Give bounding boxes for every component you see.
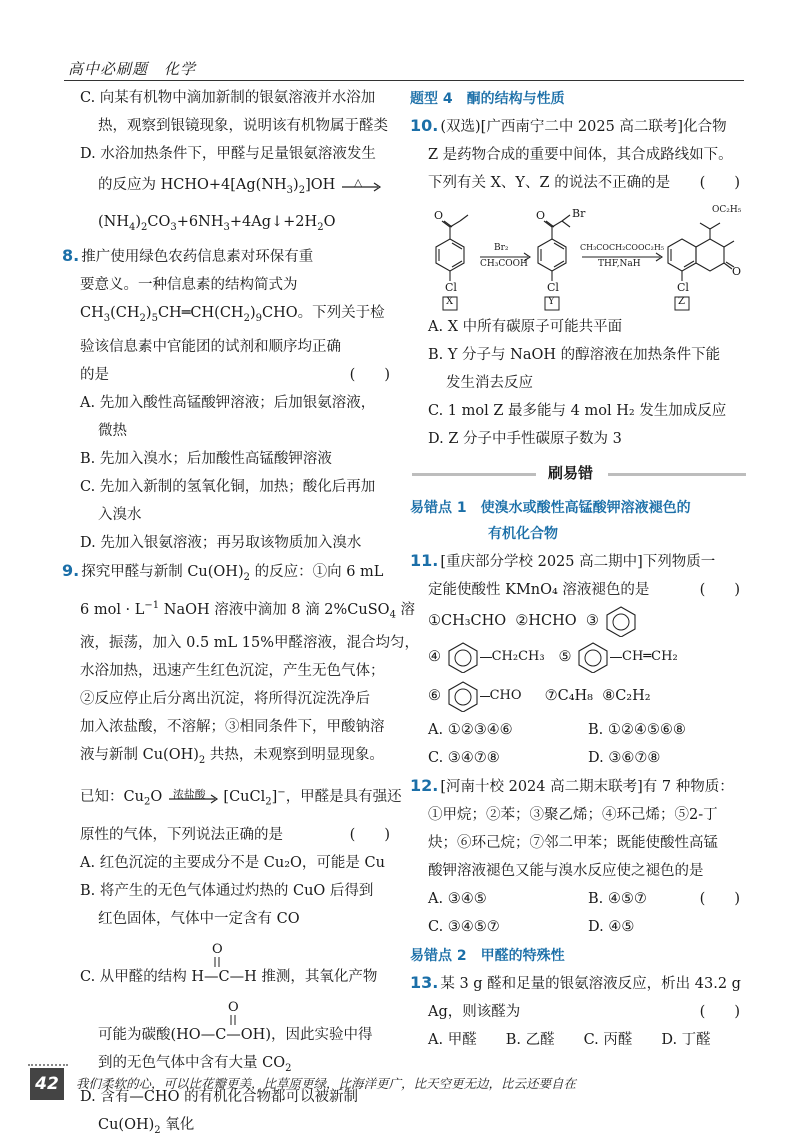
q10-option-c: C. 1 mol Z 最多能与 4 mol H₂ 发生加成反应 [428,403,727,419]
q9-option-b-line2: 红色固体，气体中一定含有 CO [98,910,300,927]
answer-bracket: ( ) [699,175,740,191]
q13-options: A. 甲醛 B. 乙醛 C. 丙醛 D. 丁醛 [428,1032,711,1048]
q8-line5: 的是 ( ) [62,361,400,389]
q10-number: 10. [410,116,439,135]
label-y: Y [548,296,555,307]
reagent-1-top: Br₂ [494,243,509,253]
left-column [62,84,419,1145]
answer-bracket: ( ) [349,366,390,383]
reagent-2-top: CH₃COCH₂COOC₂H₅ [580,243,665,252]
q8-number: 8. [62,245,80,265]
q9-number: 9. [62,560,80,580]
heat-arrow: △ [340,178,382,192]
answer-bracket: ( ) [699,1004,740,1020]
q7-option-c-line2: 热，观察到银镜现象，说明该有机物属于醛类 [98,118,388,134]
q9-option-c-line3: 到的无色气体中含有大量 $CO_2$ [98,1054,292,1074]
q11-options-row2: ④ CH₂CH₃ ⑤ CH═CH₂ [410,638,750,676]
q8-option-a-line1: A. 先加入酸性高锰酸钾溶液；后加银氨溶液， [80,394,376,411]
q11-number: 11. [410,551,439,570]
q11-line2: 定能使酸性 KMnO₄ 溶液褪色的是 ( ) [410,576,750,604]
q10-option-a: A. X 中所有碳原子可能共平面 [428,319,623,335]
error-point-2-heading: 易错点 2 甲醛的特殊性 [410,948,565,964]
q12-line3: 炔；⑥环己烷；⑦邻二甲苯；既能使酸性高锰 [428,835,718,851]
q8-option-b: B. 先加入溴水；后加酸性高锰酸钾溶液 [80,450,332,467]
q11-line1: 11. [重庆部分学校 2025 高二期中]下列物质一 [410,551,716,570]
scheme-x-cl: Cl [445,281,457,294]
q12-number: 12. [410,776,439,795]
q9-line6: 加入浓盐酸，不溶解；③相同条件下，甲酸钠溶 [80,719,385,736]
q8-line3: $CH_3(CH_2)_5CH═CH(CH_2)_9CHO$。下列关于检 [80,304,385,324]
q12-answers-cd: C. ③④⑤⑦ D. ④⑤ [428,919,635,935]
benzaldehyde-ring-icon [446,680,480,712]
q7-option-d-equation: 的反应为 $HCHO+4[Ag(NH_3)_2]OH$ △ [62,168,400,208]
scheme-y-o: O [536,209,546,222]
error-point-1-heading-line2: 有机化合物 [488,526,558,542]
q8-option-c-line1: C. 先加入新制的氢氧化铜，加热；酸化后再加 [80,478,376,495]
q10-option-b-line2: 发生消去反应 [446,375,533,391]
divider-label: 刷易错 [548,464,594,482]
q13-line1: 13. 某 3 g 醛和足量的银氨溶液反应，析出 43.2 g [410,973,741,992]
reagent-1-bottom: CH₃COOH [480,259,528,269]
footer-motto: 我们柔软的心，可以比花瓣更美，比草原更绿，比海洋更广，比天空更无边，比云还要自在 [76,1076,577,1091]
benzene-ring-icon [604,605,638,637]
q7-option-d-equation-line2: $(NH_4)_2CO_3+6NH_3+4Ag↓+2H_2O$ [98,213,336,233]
q12-line1: 12. [河南十校 2024 高二期末联考]有 7 种物质： [410,776,734,795]
q9-line1: 9. 探究甲醛与新制 $Cu(OH)_2$ 的反应：①向 6 mL [62,560,384,583]
section-heading-type4: 题型 4 酮的结构与性质 [410,91,565,107]
scheme-y-br: Br [572,207,586,220]
q8-line2: 要意义。一种信息素的结构简式为 [80,276,298,293]
ethylbenzene-ring-icon [446,641,480,673]
q10-line1: 10. (双选)[广西南宁二中 2025 高二联考]化合物 [410,116,727,135]
q9-line2: 6 mol · $L^{-1}$ NaOH 溶液中滴加 8 滴 2%CuSO$_4$ 溶 [80,599,416,621]
q9-line5: ②反应停止后分离出沉淀，将所得沉淀洗净后 [80,691,370,708]
q9-option-c-line1: C. 从甲醛的结构 H—C—H 推测，其氧化产物 [80,968,378,985]
q12-line2: ①甲烷；②苯；③聚乙烯；④环己烯；⑤2-丁 [428,807,718,823]
page-header-title: 高中必刷题 化学 [68,60,197,78]
answer-bracket: ( ) [699,891,740,907]
q9-option-a: A. 红色沉淀的主要成分不是 Cu₂O，可能是 Cu [80,854,385,871]
page-number: 42 [30,1068,64,1100]
q7-option-d-line1: D. 水浴加热条件下，甲醛与足量银氨溶液发生 [80,146,376,162]
q12-line4: 酸钾溶液褪色又能与溴水反应使之褪色的是 [428,863,704,879]
q9-line3: 液，振荡，加入 0.5 mL 15%甲醛溶液，混合均匀， [80,635,419,652]
answer-bracket: ( ) [349,826,390,843]
q8-line1: 8. 推广使用绿色农药信息素对环保有重 [62,245,314,265]
reaction-arrow: 浓盐酸 [167,790,219,804]
q12-answers-ab: A. ③④⑤ B. ④⑤⑦ [428,891,647,907]
q10-line3: 下列有关 X、Y、Z 的说法不正确的是 ( ) [410,169,750,197]
scheme-z-o: O [732,265,742,278]
right-column [410,84,750,1054]
q8-option-d: D. 先加入银氨溶液；再另取该物质加入溴水 [80,534,362,551]
q11-answers-ab: A. ①②③④⑥ B. ①②④⑤⑥⑧ [428,722,686,738]
reagent-2-bottom: THF,NaH [598,259,641,269]
error-point-1-heading: 易错点 1 使溴水或酸性高锰酸钾溶液褪色的 [410,500,691,516]
q9-option-c-line2: 可能为碳酸(HO—C—OH)，因此实验中得 [98,1026,373,1043]
q9-option-d-line1: D. 含有—CHO 的有机化合物都可以被新制 [80,1088,359,1105]
section-divider [410,459,750,489]
q8-option-a-line2: 微热 [98,422,127,439]
q9-line4: 水浴加热，迅速产生红色沉淀，产生无色气体； [80,663,385,680]
q9-option-d-line2: $Cu(OH)_2$ 氧化 [98,1116,195,1136]
q9-option-c-carbonyl-o: O [62,933,400,963]
scheme-z-cl: Cl [677,281,689,294]
q11-answers-cd: C. ③④⑦⑧ D. ③⑥⑦⑧ [428,750,661,766]
scheme-z-ester: OC₂H₅ [712,205,742,215]
q13-line2: Ag，则该醛为 ( ) [410,998,750,1026]
q9-option-b-line1: B. 将产生的无色气体通过灼热的 CuO 后得到 [80,882,374,899]
q10-line2: Z 是药物合成的重要中间体，其合成路线如下。 [428,147,733,163]
scheme-y-cl: Cl [547,281,559,294]
styrene-ring-icon [576,641,610,673]
q9-option-c-carbonic-o: O [62,991,400,1021]
answer-bracket: ( ) [699,582,740,598]
synthesis-scheme [420,201,750,313]
q9-line9: 原性的气体，下列说法正确的是 ( ) [62,821,400,849]
scheme-x-o: O [434,209,444,222]
q9-line8: 已知：$Cu_2O$ 浓盐酸 [CuCl$_2$]−，甲醛是具有强还 [80,787,402,808]
q10-option-d: D. Z 分子中手性碳原子数为 3 [428,431,622,447]
q8-option-c-line2: 入溴水 [98,506,142,523]
footer-dots [28,1064,68,1066]
q11-options-row3: ⑥ CHO ⑦C₄H₈ ⑧C₂H₂ [410,676,750,716]
q11-options-row1: ①CH₃CHO ②HCHO ③ [410,604,750,638]
label-x: X [446,296,454,307]
q9-line7: 液与新制 $Cu(OH)_2$ 共热，未观察到明显现象。 [80,747,384,767]
q10-option-b-line1: B. Y 分子与 NaOH 的醇溶液在加热条件下能 [428,347,721,363]
label-z: Z [678,296,685,307]
header-rule [64,80,744,81]
q7-option-c-line1: C. 向某有机物中滴加新制的银氨溶液并水浴加 [80,90,376,106]
q8-line4: 验该信息素中官能团的试剂和顺序均正确 [80,338,341,355]
q13-number: 13. [410,973,439,992]
